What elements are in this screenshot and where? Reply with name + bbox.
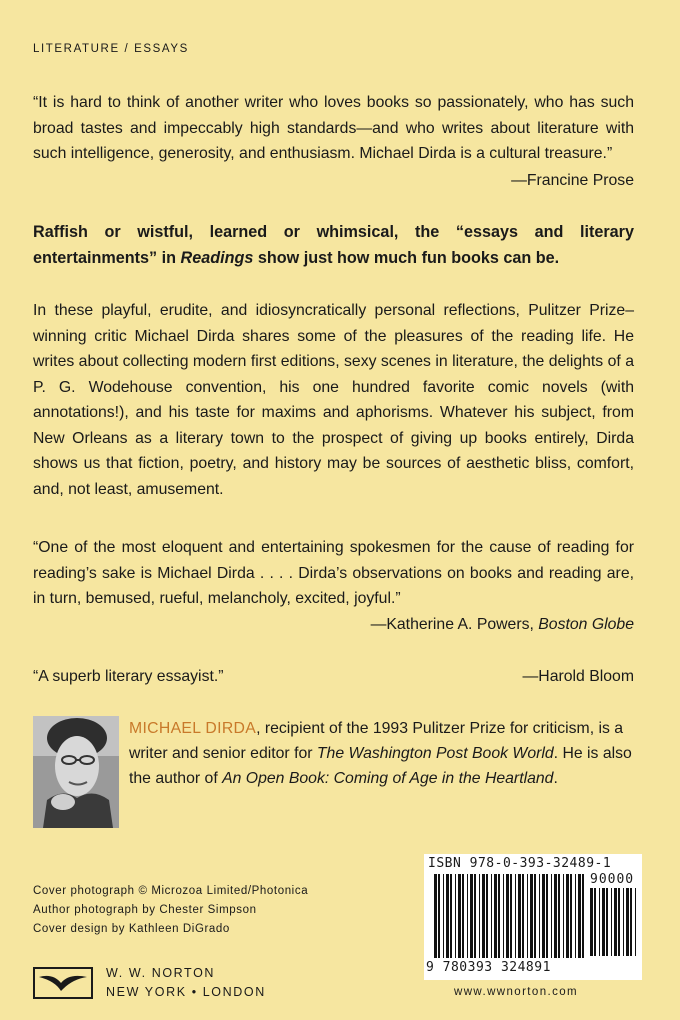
norton-seagull-logo [33, 967, 93, 999]
barcode-bar [566, 874, 569, 958]
attribution-powers-name: —Katherine A. Powers, [370, 616, 539, 633]
quote-bloom: “A superb literary essayist.” [33, 668, 224, 685]
isbn-text: ISBN 978-0-393-32489-1 [428, 856, 612, 871]
author-photo-image [33, 716, 119, 828]
bio-book-title: An Open Book: Coming of Age in the Heartland [222, 770, 554, 787]
quote-prose: “It is hard to think of another writer who loves books so passionately, who has such broad tastes and impeccably high standards—and who writes about literature with such intelligence, generosity, and enthusiasm. Michael Dirda is a cultural treasure.” [33, 94, 634, 162]
barcode-bar [518, 874, 521, 958]
credit-cover-photo: Cover photograph © Microzoa Limited/Photonica [33, 885, 309, 897]
barcode-bar [599, 888, 600, 956]
lead-book-title: Readings [180, 248, 254, 267]
barcode-bar [542, 874, 545, 958]
seagull-icon [33, 967, 93, 999]
barcode-bar [582, 874, 584, 958]
barcode-bar [474, 874, 476, 958]
barcode-block [424, 854, 642, 980]
attribution-powers-pub: Boston Globe [538, 616, 634, 633]
barcode-bar [438, 874, 440, 958]
price-addon-text: 90000 [590, 872, 635, 887]
barcode-bar [602, 888, 605, 956]
barcode-bar [578, 874, 581, 958]
lead-statement [33, 220, 634, 271]
barcode-bar [546, 874, 548, 958]
lead-text-end: show just how much fun books can be. [253, 248, 560, 267]
barcode-bar [503, 874, 504, 958]
barcode-bar [554, 874, 557, 958]
ean-barcode [434, 874, 584, 960]
barcode-bar [570, 874, 572, 958]
barcode-bar [594, 888, 596, 956]
barcode-bar [450, 874, 452, 958]
barcode-bar [626, 888, 629, 956]
barcode-bar [539, 874, 540, 958]
barcode-bar [467, 874, 468, 958]
barcode-bar [491, 874, 492, 958]
attribution-powers [371, 612, 634, 637]
barcode-bar [446, 874, 449, 958]
barcode-bar [470, 874, 473, 958]
barcode-bar [614, 888, 617, 956]
barcode-bar [522, 874, 524, 958]
bio-text-3: . [553, 770, 558, 787]
barcode-bar [510, 874, 512, 958]
barcode-bar [630, 888, 632, 956]
barcode-bar [479, 874, 480, 958]
credits [33, 882, 308, 939]
barcode-bar [482, 874, 485, 958]
credit-cover-design: Cover design by Kathleen DiGrado [33, 923, 230, 935]
barcode-bar [486, 874, 488, 958]
barcode-bar [494, 874, 497, 958]
credit-author-photo: Author photograph by Chester Simpson [33, 904, 257, 916]
barcode-bar [455, 874, 456, 958]
barcode-bar [618, 888, 620, 956]
barcode-bar [527, 874, 528, 958]
barcode-bar [458, 874, 461, 958]
category-label: LITERATURE / ESSAYS [33, 43, 189, 55]
publisher-cities: NEW YORK • LONDON [106, 985, 266, 999]
barcode-bar [506, 874, 509, 958]
quote-powers: “One of the most eloquent and entertaining spokesmen for the cause of reading for reading’s sake is Michael Dirda . . . . Dirda’s observations on books and reading are, in turn, bemused, rueful, melancholy, excited, joyful.” [33, 539, 634, 607]
attribution-bloom: —Harold Bloom [522, 668, 634, 685]
lead-text-start: Raffish or wistful, learned or whimsical, the “essays and literary entertainments” in [33, 223, 634, 267]
barcode-bar [534, 874, 536, 958]
bio-text-1: , recipient of the 1993 Pulitzer Prize for criticism, is a writer and senior editor for [129, 720, 624, 762]
barcode-bar [551, 874, 552, 958]
addon-barcode [590, 888, 636, 958]
barcode-bar [623, 888, 624, 956]
barcode-bar [575, 874, 576, 958]
barcode-bar [606, 888, 608, 956]
publisher-name: W. W. NORTON [106, 966, 216, 980]
barcode-bar [635, 888, 636, 956]
author-name: MICHAEL DIRDA [129, 720, 257, 737]
barcode-bar [498, 874, 500, 958]
publisher-imprint [106, 964, 266, 1002]
bio-text-2: . He is also the author of [129, 745, 632, 787]
barcode-bar [558, 874, 560, 958]
publisher-website: www.wwnorton.com [454, 986, 579, 998]
barcode-bar [443, 874, 444, 958]
barcode-bar [590, 888, 593, 956]
barcode-bar [530, 874, 533, 958]
barcode-bar [462, 874, 464, 958]
book-description: In these playful, erudite, and idiosyncratically personal reflections, Pulitzer Prize–winning critic Michael Dirda shares some of the pleasures of the reading life. He writes about collecting modern first editions, sexy scenes in literature, the delights of a P. G. Wodehouse convention, his one hundred favorite comic novels (with annotations!), and his taste for maxims and aphorisms. Whatever his subject, from New Orleans as a literary town to the prospect of giving up books entirely, Dirda shows us that fiction, poetry, and history may be sources of aesthetic bliss, comfort, and, not least, amusement. [33, 302, 634, 498]
ean-digits: 9 780393 324891 [426, 960, 551, 975]
barcode-bar [515, 874, 516, 958]
author-bio [129, 716, 634, 791]
bio-publication: The Washington Post Book World [316, 745, 554, 762]
barcode-bar [611, 888, 612, 956]
author-photo [33, 716, 119, 828]
barcode-bar [563, 874, 564, 958]
attribution-prose: —Francine Prose [511, 172, 634, 189]
barcode-bar [434, 874, 437, 958]
